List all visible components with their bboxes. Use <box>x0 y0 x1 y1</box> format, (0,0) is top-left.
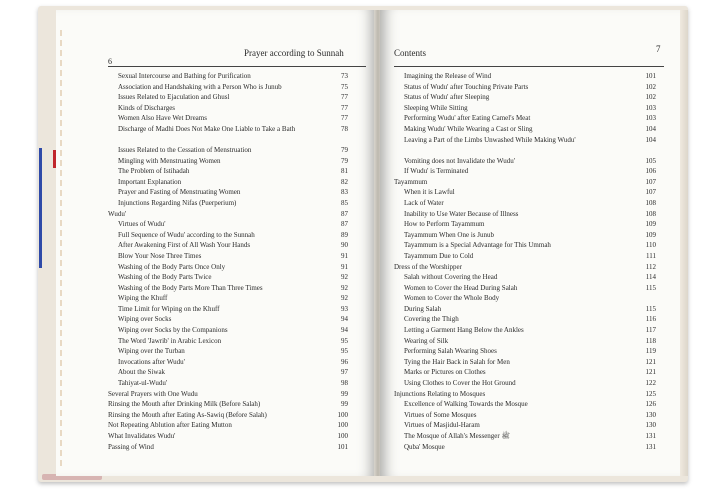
toc-entry-page: 107 <box>645 177 656 186</box>
toc-entry-page: 94 <box>341 315 348 324</box>
toc-entry-page: 119 <box>645 347 656 356</box>
toc-entry-page: 126 <box>645 400 656 409</box>
toc-entry <box>394 357 656 368</box>
toc-entry-page: 101 <box>337 442 348 451</box>
toc-entry-title: Wearing of Silk <box>404 336 449 345</box>
toc-entry <box>108 346 348 357</box>
toc-entry-page: 102 <box>645 93 656 102</box>
toc-entry <box>394 219 656 230</box>
toc-entry-page: 92 <box>341 273 348 282</box>
toc-entry <box>394 103 656 114</box>
toc-entry <box>394 410 656 421</box>
toc-entry <box>108 187 348 198</box>
toc-entry-page: 82 <box>341 177 348 186</box>
toc-entry <box>394 198 656 209</box>
toc-entry-title: Excellence of Walking Towards the Mosque <box>404 400 528 409</box>
toc-entry-title: How to Perform Tayammum <box>404 220 485 229</box>
toc-entry-title: Washing of the Body Parts Twice <box>118 273 212 282</box>
toc-entry-page: 77 <box>341 93 348 102</box>
toc-entry-page: 125 <box>645 389 656 398</box>
toc-entry <box>394 272 656 283</box>
toc-entry <box>108 283 348 294</box>
toc-entry-title: Time Limit for Wiping on the Khuff <box>118 304 220 313</box>
toc-entry <box>394 293 656 304</box>
toc-entry-page: 85 <box>341 198 348 207</box>
toc-entry-page: 79 <box>341 156 348 165</box>
toc-entry-page: 130 <box>645 410 656 419</box>
toc-entry-page: 105 <box>645 156 656 165</box>
toc-entry-page: 131 <box>645 432 656 440</box>
toc-entry-title: Using Clothes to Cover the Hot Ground <box>404 379 516 388</box>
toc-entry-title: During Salah <box>404 304 442 313</box>
toc-entry-title: When it is Lawful <box>404 188 455 197</box>
toc-entry <box>108 357 348 368</box>
toc-entry <box>108 314 348 325</box>
toc-entry <box>108 367 348 378</box>
toc-entry-page: 102 <box>645 82 656 91</box>
toc-entry-page: 96 <box>341 357 348 366</box>
toc-entry-title: Marks or Pictures on Clothes <box>404 368 486 377</box>
toc-entry-page: 97 <box>341 368 348 377</box>
toc-entry-page: 109 <box>645 230 656 239</box>
toc-entry-page: 109 <box>645 220 656 229</box>
toc-entry-title: Prayer and Fasting of Menstruating Women <box>118 188 241 197</box>
toc-entry-title: Vomiting does not Invalidate the Wudu' <box>404 156 515 165</box>
toc-entry-page: 81 <box>341 167 348 176</box>
toc-entry-title: Wiping over Socks by the Companions <box>118 326 228 335</box>
toc-entry-title: Several Prayers with One Wudu <box>108 389 198 398</box>
toc-entry <box>108 177 348 188</box>
toc-entry-title: Important Explanation <box>118 177 182 186</box>
toc-entry <box>108 389 348 400</box>
toc-entry <box>394 367 656 378</box>
toc-entry-title: After Awakening First of All Wash Your Hands <box>118 241 251 250</box>
toc-entry-page: 100 <box>337 410 348 419</box>
toc-entry <box>394 177 656 188</box>
right-running-title: Contents <box>394 48 427 58</box>
toc-entry <box>394 113 656 124</box>
toc-entry-title: Tahiyat-ul-Wudu' <box>118 379 168 388</box>
toc-entry-page: 83 <box>341 188 348 197</box>
toc-entry <box>108 198 348 209</box>
toc-entry-page: 115 <box>645 283 656 292</box>
toc-entry-title: Rinsing the Mouth after Eating As-Sawiq (Before Salah) <box>108 410 267 419</box>
toc-entry-page: 131 <box>645 442 656 451</box>
toc-entry-page: 121 <box>645 357 656 366</box>
toc-entry-page: 108 <box>645 209 656 218</box>
toc-entry-title: Virtues of Wudu' <box>118 220 166 229</box>
toc-entry-title: Rinsing the Mouth after Drinking Milk (Before Salah) <box>108 400 261 409</box>
toc-entry-page: 103 <box>645 114 656 123</box>
toc-entry <box>394 389 656 400</box>
toc-entry-title: Women to Cover the Whole Body <box>404 294 500 303</box>
toc-entry <box>108 336 348 347</box>
toc-entry-title: Inability to Use Water Because of Illness <box>404 209 519 218</box>
toc-entry <box>108 124 348 145</box>
toc-entry-page: 114 <box>645 273 656 282</box>
toc-entry-page: 91 <box>341 262 348 271</box>
toc-entry <box>394 325 656 336</box>
toc-entry-title: Mingling with Menstruating Women <box>118 156 221 165</box>
toc-entry-page: 92 <box>341 283 348 292</box>
toc-entry <box>108 145 348 156</box>
toc-entry <box>394 346 656 357</box>
toc-entry-title: Lack of Water <box>404 198 444 207</box>
toc-entry-page: 100 <box>337 432 348 440</box>
right-page-number: 7 <box>656 44 661 54</box>
toc-entry-page: 117 <box>645 326 656 335</box>
toc-entry <box>108 209 348 220</box>
toc-entry <box>108 230 348 241</box>
toc-entry <box>108 442 348 453</box>
toc-entry-title: Making Wudu' While Wearing a Cast or Sling <box>404 124 533 133</box>
toc-entry <box>108 431 348 442</box>
toc-entry <box>394 230 656 241</box>
toc-entry <box>394 251 656 262</box>
toc-entry-title: Leaving a Part of the Limbs Unwashed While Making Wudu' <box>404 135 576 144</box>
toc-entry-page: 110 <box>645 241 656 250</box>
toc-entry-page: 93 <box>341 304 348 313</box>
toc-entry <box>394 378 656 389</box>
page-edge-marks <box>60 30 62 470</box>
toc-entry <box>394 187 656 198</box>
right-header-rule <box>394 66 664 67</box>
toc-entry-title: Full Sequence of Wudu' according to the Sunnah <box>118 230 255 239</box>
toc-entry-title: Passing of Wind <box>108 442 154 451</box>
toc-entry <box>394 262 656 273</box>
toc-entry-title: The Mosque of Allah's Messenger ﷺ <box>404 432 510 440</box>
toc-entry-page: 101 <box>645 72 656 80</box>
toc-entry-page: 122 <box>645 379 656 388</box>
toc-entry-title: Issues Related to the Cessation of Menstruation <box>118 145 252 154</box>
toc-entry-title: Not Repeating Ablution after Eating Mutton <box>108 421 232 430</box>
toc-entry-title: Tayammum Due to Cold <box>404 251 474 260</box>
toc-entry <box>108 262 348 273</box>
toc-entry-page: 115 <box>645 304 656 313</box>
toc-entry-page: 107 <box>645 188 656 197</box>
left-page-number: 6 <box>108 57 112 66</box>
toc-entry <box>108 272 348 283</box>
toc-entry <box>108 166 348 177</box>
toc-entry-page: 95 <box>341 336 348 345</box>
toc-entry <box>394 431 656 442</box>
toc-entry <box>394 82 656 93</box>
toc-entry-page: 92 <box>341 294 348 303</box>
toc-entry-title: About the Siwak <box>118 368 166 377</box>
toc-entry-page: 108 <box>645 198 656 207</box>
toc-entry-title: Wiping over Socks <box>118 315 172 324</box>
toc-entry-title: Virtues of Some Mosques <box>404 410 477 419</box>
left-running-title: Prayer according to Sunnah <box>244 48 344 58</box>
toc-entry-page: 104 <box>645 124 656 133</box>
toc-entry-title: Discharge of Madhi Does Not Make One Liable to Take a Bath <box>118 124 296 133</box>
toc-entry-page: 77 <box>341 103 348 112</box>
toc-entry <box>108 410 348 421</box>
toc-entry <box>394 399 656 410</box>
toc-entry-page: 90 <box>341 241 348 250</box>
toc-entry <box>108 420 348 431</box>
right-toc-list <box>394 71 656 452</box>
toc-entry-page: 118 <box>645 336 656 345</box>
toc-entry-page: 79 <box>341 145 348 154</box>
toc-entry <box>108 293 348 304</box>
toc-entry-title: Wiping the Khuff <box>118 294 168 303</box>
toc-entry-page: 95 <box>341 347 348 356</box>
toc-entry-page: 130 <box>645 421 656 430</box>
toc-entry-page: 116 <box>645 315 656 324</box>
toc-entry-title: Kinds of Discharges <box>118 103 176 112</box>
toc-entry-title: Dress of the Worshipper <box>394 262 462 271</box>
toc-entry <box>108 304 348 315</box>
toc-entry-title: Performing Wudu' after Eating Camel's Meat <box>404 114 531 123</box>
toc-entry-page: 94 <box>341 326 348 335</box>
toc-entry <box>394 124 656 135</box>
toc-entry <box>394 420 656 431</box>
toc-entry-title: Wudu' <box>108 209 127 218</box>
toc-entry-title: What Invalidates Wudu' <box>108 432 176 440</box>
toc-entry-title: Virtues of Masjidul-Haram <box>404 421 480 430</box>
toc-entry-title: Washing of the Body Parts More Than Three Times <box>118 283 263 292</box>
toc-entry-page: 104 <box>645 135 656 144</box>
cover-edge <box>680 10 688 476</box>
toc-entry <box>394 135 656 156</box>
toc-entry <box>394 166 656 177</box>
toc-entry-page: 121 <box>645 368 656 377</box>
toc-entry-page: 75 <box>341 82 348 91</box>
toc-entry-page: 111 <box>646 251 656 260</box>
open-book <box>38 6 688 482</box>
toc-entry <box>108 92 348 103</box>
toc-entry-title: Status of Wudu' after Sleeping <box>404 93 490 102</box>
toc-entry-title: The Problem of Istihadah <box>118 167 190 176</box>
toc-entry-page: 91 <box>341 251 348 260</box>
toc-entry <box>394 240 656 251</box>
toc-entry <box>394 442 656 453</box>
toc-entry <box>394 336 656 347</box>
toc-entry-page: 78 <box>341 124 348 133</box>
toc-entry <box>394 92 656 103</box>
toc-entry <box>108 378 348 389</box>
toc-entry <box>394 209 656 220</box>
toc-entry-title: Wiping over the Turban <box>118 347 185 356</box>
toc-entry-title: Tayammum When One is Junub <box>404 230 494 239</box>
toc-entry <box>108 251 348 262</box>
toc-entry <box>108 113 348 124</box>
toc-entry-title: Quba' Mosque <box>404 442 445 451</box>
toc-entry-title: Blow Your Nose Three Times <box>118 251 202 260</box>
toc-entry-title: Invocations after Wudu' <box>118 357 185 366</box>
toc-entry-title: Injunctions Regarding Nifas (Puerperium) <box>118 198 237 207</box>
toc-entry-title: Women to Cover the Head During Salah <box>404 283 518 292</box>
toc-entry-title: Letting a Garment Hang Below the Ankles <box>404 326 524 335</box>
toc-entry-title: Association and Handshaking with a Person Who is Junub <box>118 82 282 91</box>
toc-entry <box>108 82 348 93</box>
toc-entry-title: If Wudu' is Terminated <box>404 167 469 176</box>
blue-bookmark-ribbon <box>39 148 42 268</box>
toc-entry-title: Tayammum is a Special Advantage for This Ummah <box>404 241 551 250</box>
toc-entry-title: Tying the Hair Back in Salah for Men <box>404 357 510 366</box>
toc-entry-page: 98 <box>341 379 348 388</box>
toc-entry-page: 87 <box>341 220 348 229</box>
toc-entry-title: Salah without Covering the Head <box>404 273 498 282</box>
toc-entry <box>108 71 348 82</box>
toc-entry-title: Status of Wudu' after Touching Private Parts <box>404 82 529 91</box>
toc-entry-title: Performing Salah Wearing Shoes <box>404 347 497 356</box>
toc-entry-title: Injunctions Relating to Mosques <box>394 389 486 398</box>
toc-entry-title: Women Also Have Wet Dreams <box>118 114 207 123</box>
toc-entry-page: 87 <box>341 209 348 218</box>
toc-entry <box>394 304 656 315</box>
toc-entry <box>394 283 656 294</box>
toc-entry <box>394 156 656 167</box>
toc-entry <box>108 240 348 251</box>
toc-entry-title: Imagining the Release of Wind <box>404 72 492 80</box>
toc-entry-page: 99 <box>341 389 348 398</box>
toc-entry <box>108 399 348 410</box>
toc-entry-page: 99 <box>341 400 348 409</box>
toc-entry-title: Issues Related to Ejaculation and Ghusl <box>118 93 230 102</box>
toc-entry-page: 100 <box>337 421 348 430</box>
left-toc-list <box>108 71 348 452</box>
toc-entry-title: The Word 'Jawrib' in Arabic Lexicon <box>118 336 222 345</box>
toc-entry-page: 103 <box>645 103 656 112</box>
toc-entry-page: 89 <box>341 230 348 239</box>
toc-entry <box>394 314 656 325</box>
toc-entry-title: Tayammum <box>394 177 428 186</box>
toc-entry-page: 106 <box>645 167 656 176</box>
toc-entry <box>108 219 348 230</box>
toc-entry-title: Sleeping While Sitting <box>404 103 468 112</box>
toc-entry-page: 77 <box>341 114 348 123</box>
toc-entry-page: 73 <box>341 72 348 80</box>
toc-entry <box>108 103 348 114</box>
toc-entry-title: Sexual Intercourse and Bathing for Purification <box>118 72 251 80</box>
left-page <box>56 10 376 476</box>
left-header-rule <box>108 66 366 67</box>
toc-entry <box>394 71 656 82</box>
toc-entry <box>108 156 348 167</box>
toc-entry-title: Washing of the Body Parts Once Only <box>118 262 226 271</box>
toc-entry-title: Covering the Thigh <box>404 315 459 324</box>
toc-entry <box>108 325 348 336</box>
toc-entry-page: 112 <box>645 262 656 271</box>
right-page <box>380 10 680 476</box>
